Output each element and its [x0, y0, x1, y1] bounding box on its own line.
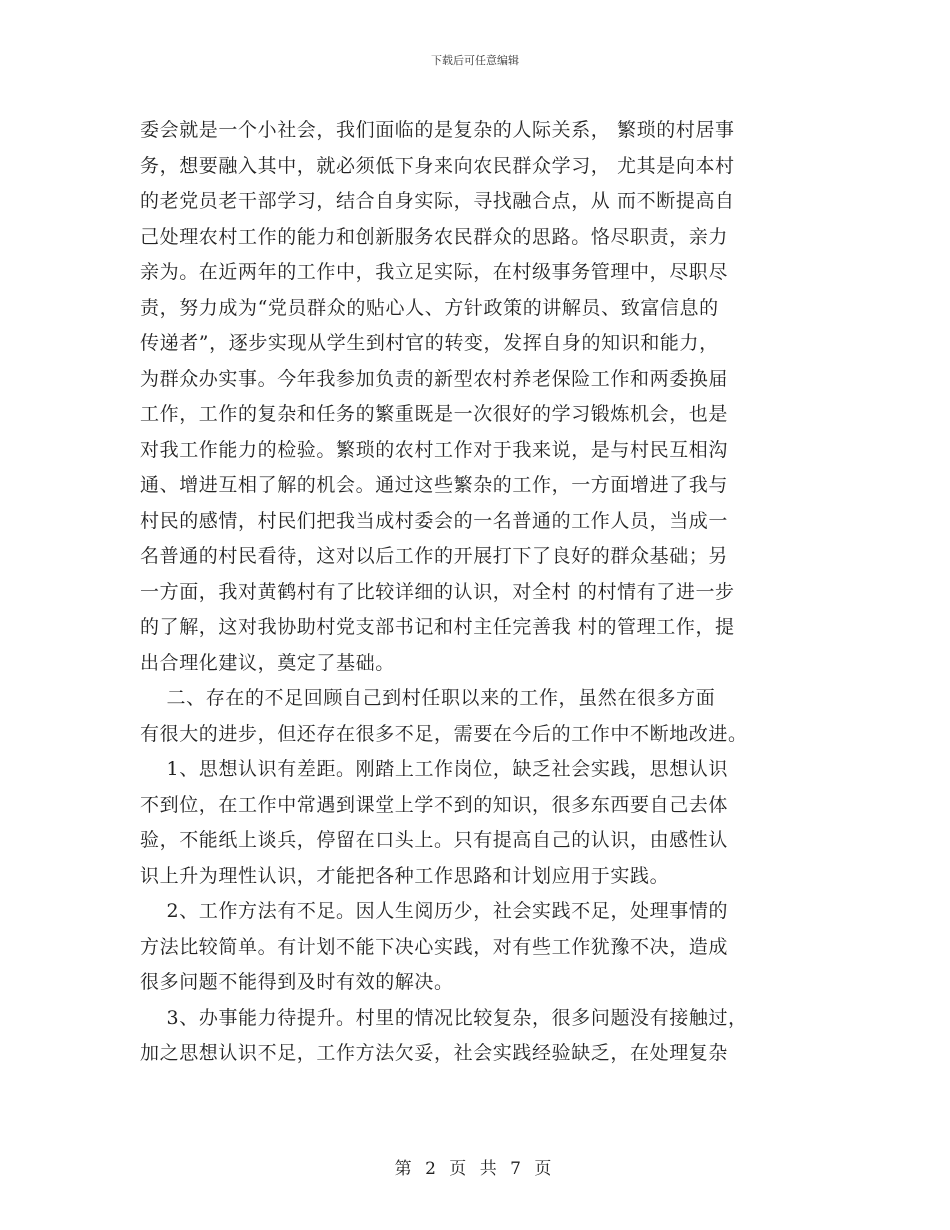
- page-footer: 第 2 页 共 7 页: [394, 1159, 556, 1179]
- text-line: 责，努力成为“党员群众的贴心人、方针政策的讲解员、致富信息的: [140, 296, 719, 319]
- text-line: 2、工作方法有不足。因人生阅历少，社会实践不足，处理事情的: [140, 900, 729, 922]
- text-line: 一方面，我对黄鹤村有了比较详细的认识，对全村 的村情有了进一步: [140, 580, 735, 603]
- text-line: 传递者”，逐步实现从学生到村官的转变，发挥自身的知识和能力，: [140, 332, 719, 354]
- text-line: 不到位，在工作中常遇到课堂上学不到的知识，很多东西要自己去体: [140, 793, 729, 816]
- text-line: 村民的感情，村民们把我当成村委会的一名普通的工作人员，当成一: [140, 509, 729, 532]
- text-line: 二、存在的不足回顾自己到村任职以来的工作，虽然在很多方面: [140, 687, 716, 709]
- text-line: 工作，工作的复杂和任务的繁重既是一次很好的学习锻炼机会，也是: [140, 403, 729, 425]
- text-line: 加之思想认识不足，工作方法欠妥，社会实践经验缺乏，在处理复杂: [140, 1042, 729, 1064]
- text-line: 通、增进互相了解的机会。通过这些繁杂的工作，一方面增进了我与: [140, 474, 729, 496]
- text-line: 的老党员老干部学习，结合自身实际，寻找融合点，从 而不断提高自: [140, 190, 735, 212]
- text-line: 有很大的进步，但还存在很多不足，需要在今后的工作中不断地改进。: [140, 722, 748, 745]
- text-line: 3、办事能力待提升。村里的情况比较复杂，很多问题没有接触过，: [140, 1006, 748, 1029]
- page-header: 下载后可任意编辑: [431, 54, 519, 67]
- text-line: 方法比较简单。有计划不能下决心实践，对有些工作犹豫不决，造成: [140, 935, 729, 958]
- text-line: 1、思想认识有差距。刚踏上工作岗位，缺乏社会实践，思想认识: [140, 758, 729, 780]
- text-line: 出合理化建议，奠定了基础。: [140, 651, 395, 674]
- text-line: 对我工作能力的检验。繁琐的农村工作对于我来说，是与村民互相沟: [140, 438, 729, 461]
- body-text: [140, 113, 805, 1072]
- text-line: 务，想要融入其中，就必须低下身来向农民群众学习， 尤其是向本村: [140, 154, 735, 177]
- text-line: 己处理农村工作的能力和创新服务农民群众的思路。恪尽职责，亲力: [140, 225, 729, 248]
- text-line: 名普通的村民看待，这对以后工作的开展打下了良好的群众基础；另: [140, 545, 729, 567]
- text-line: 为群众办实事。今年我参加负责的新型农村养老保险工作和两委换届: [140, 367, 729, 390]
- text-line: 委会就是一个小社会，我们面临的是复杂的人际关系， 繁琐的村居事: [140, 119, 735, 141]
- text-line: 的了解，这对我协助村党支部书记和村主任完善我 村的管理工作，提: [140, 616, 735, 638]
- text-line: 亲为。在近两年的工作中，我立足实际，在村级事务管理中，尽职尽: [140, 261, 729, 283]
- text-line: 很多问题不能得到及时有效的解决。: [140, 971, 454, 993]
- text-line: 识上升为理性认识，才能把各种工作思路和计划应用于实践。: [140, 864, 670, 887]
- text-line: 验，不能纸上谈兵，停留在口头上。只有提高自己的认识，由感性认: [140, 829, 729, 851]
